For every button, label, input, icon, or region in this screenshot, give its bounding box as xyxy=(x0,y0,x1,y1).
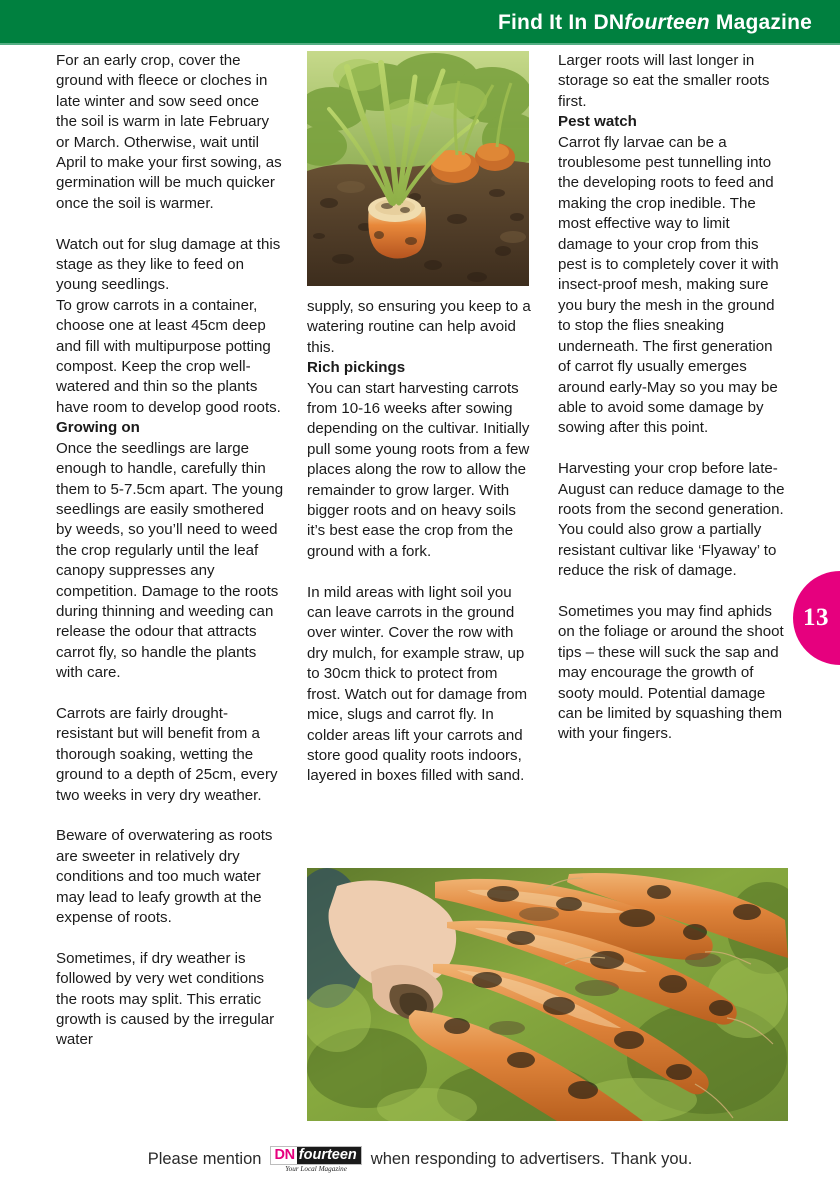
section-subheading: Rich pickings xyxy=(307,359,406,377)
logo-fourteen-text: fourteen xyxy=(297,1147,361,1164)
page-footer xyxy=(0,1145,840,1173)
paragraph: For an early crop, cover the ground with fleece or cloches in late winter and sow seed once the soil is warm in late February or March. Otherwise, wait until April to make your first sowing, as germination will be much quicker once the soil is warmer. xyxy=(56,52,282,212)
paragraph: Harvesting your crop before late- August can reduce damage to the roots from the second generation. You could also grow a partially resistant cultivar like ‘Flyaway’ to reduce the risk of damage. xyxy=(558,460,785,580)
header-title-pre: Find It In DN xyxy=(497,10,625,34)
photo-harvested-carrots xyxy=(307,868,788,1121)
paragraph: You can start harvesting carrots from 10-16 weeks after sowing depending on the cultivar. Initially pull some young roots from a few places along the row to allow the remainder to grow larger. With bigger roots and on heavy soils it’s best ease the crop from the ground with a fork. xyxy=(307,379,530,560)
logo-tagline: Your Local Magazine xyxy=(285,1165,347,1173)
logo-dn-text: DN xyxy=(271,1147,296,1164)
page-number: 13 xyxy=(803,604,829,631)
dnfourteen-logo xyxy=(270,1146,361,1174)
section-subheading: Pest watch xyxy=(558,113,637,131)
photo-carrot-in-soil-graphic xyxy=(307,51,529,286)
footer-thanks: Thank you. xyxy=(610,1149,693,1168)
paragraph: Sometimes you may find aphids on the foliage or around the shoot tips – these will suck the sap and may encourage the growth of sooty mould. Potential damage can be limited by squashing them with your fingers. xyxy=(558,602,784,743)
paragraph: Once the seedlings are large enough to handle, carefully thin them to 5-7.5cm apart. The young seedlings are easily smothered by weeds, so you’ll need to weed the crop regularly until the leaf canopy suppresses any competition. Damage to the roots during thinning and weeding can release the odour that attracts carrot fly, so handle the plants with care. xyxy=(56,439,284,682)
page-header-title xyxy=(498,11,812,35)
paragraph: supply, so ensuring you keep to a watering routine can help avoid this. xyxy=(307,298,531,356)
paragraph: In mild areas with light soil you can leave carrots in the ground over winter. Cover the row with dry mulch, for example straw, up to 30cm thick to protect from frost. Watch out for damage from mice, slugs and carrot fly. In colder areas lift your carrots and store good quality roots indoors, layered in boxes filled with sand. xyxy=(307,583,528,785)
paragraph: Watch out for slug damage at this stage as they like to feed on young seedlings. xyxy=(56,235,281,294)
paragraph: To grow carrots in a container, choose one at least 45cm deep and fill with multipurpose potting compost. Keep the crop well-watered and thin so the plants have room to develop good roots. xyxy=(56,296,281,416)
paragraph: Sometimes, if dry weather is followed by very wet conditions the roots may split. This erratic growth is caused by the irregular water xyxy=(56,949,275,1049)
page-header-band xyxy=(0,0,840,45)
footer-text-before: Please mention xyxy=(147,1149,262,1168)
photo-harvested-carrots-graphic xyxy=(307,868,788,1121)
section-subheading: Growing on xyxy=(56,419,140,437)
article-column-1 xyxy=(56,51,284,1051)
photo-carrot-in-soil xyxy=(307,51,529,286)
logo-wordmark xyxy=(270,1146,361,1165)
footer-text-after: when responding to advertisers. xyxy=(370,1149,605,1168)
paragraph: Beware of overwatering as roots are sweeter in relatively dry conditions and too much water may lead to leafy growth at the expense of roots. xyxy=(56,827,273,927)
paragraph: Carrot fly larvae can be a troublesome pest tunnelling into the developing roots to feed and making the crop inedible. The most effective way to limit damage to your crop from this pest is to completely cover it with insect-proof mesh, making sure you bury the mesh in the ground to stop the flies sneaking underneath. The first generation of carrot fly usually emerges around early-May so you may be able to avoid some damage by sowing after this point. xyxy=(558,133,779,437)
paragraph: Larger roots will last longer in storage so eat the smaller roots first. xyxy=(558,52,770,110)
header-title-post: Magazine xyxy=(709,10,812,34)
header-title-italic: fourteen xyxy=(624,10,710,34)
article-column-2 xyxy=(307,297,535,787)
article-column-3 xyxy=(558,51,786,745)
paragraph: Carrots are fairly drought-resistant but will benefit from a thorough soaking, wetting the ground to a depth of 25cm, every two weeks in very dry weather. xyxy=(56,704,278,804)
